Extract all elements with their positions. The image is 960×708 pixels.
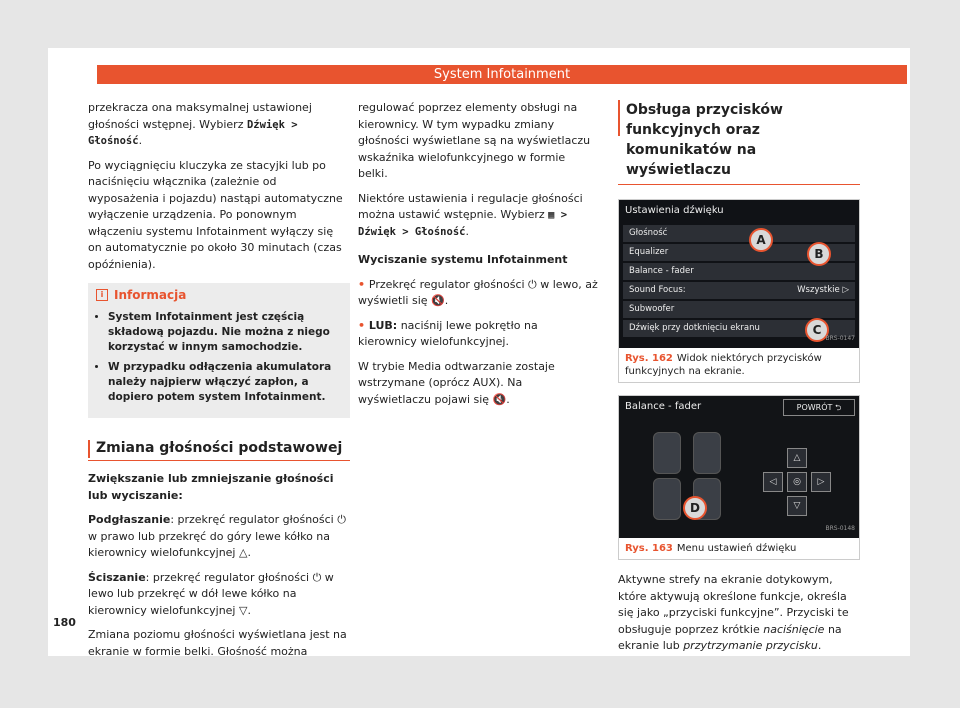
section-heading: Obsługa przycisków funkcyjnych oraz komunikatów na wyświetlaczu bbox=[618, 100, 860, 185]
manual-page bbox=[48, 48, 910, 656]
info-icon: i bbox=[96, 289, 108, 301]
subheading: Wyciszanie systemu Infotainment bbox=[358, 253, 568, 266]
callout-b: B bbox=[807, 242, 831, 266]
figure-code: BRS-0148 bbox=[825, 524, 855, 532]
paragraph: Niektóre ustawienia i regulacje głośności można ustawić wstępnie. Wybierz ▦ > Dźwięk > Głośność. bbox=[358, 191, 583, 238]
bullet-item: • LUB: naciśnij lewe pokrętło na kierownicy wielofunkcyjnej. bbox=[358, 318, 538, 348]
page-number: 180 bbox=[53, 616, 76, 629]
section-heading: Zmiana głośności podstawowej bbox=[88, 440, 350, 462]
right-arrow-icon: ▷ bbox=[811, 472, 831, 492]
paragraph: przekracza ona maksymalnej ustawionej głośności wstępnej. Wybierz Dźwięk > Głośność. bbox=[88, 101, 312, 147]
info-item: • System Infotainment jest częścią składową pojazdu. Nie można z niego korzystać w innym samochodzie. bbox=[108, 310, 342, 355]
figure-caption: Rys. 162 Widok niektórych przycisków funkcyjnych na ekranie. bbox=[625, 353, 822, 377]
figure-sound-settings bbox=[618, 199, 860, 383]
column-right bbox=[618, 100, 860, 663]
callout-c: C bbox=[805, 318, 829, 342]
center-icon: ◎ bbox=[787, 472, 807, 492]
screen-title: Ustawienia dźwięku bbox=[625, 205, 724, 216]
paragraph: regulować poprzez elementy obsługi na kierownicy. W tym wypadku zmiany głośności wyświetlane są na wyświetlaczu wskaźnika wielofunkcyjnego w formie belki. bbox=[358, 101, 591, 180]
bullet-icon: • bbox=[358, 277, 369, 291]
screen-row: Equalizer bbox=[623, 244, 855, 261]
info-title: i Informacja bbox=[96, 287, 342, 304]
paragraph: Zmiana poziomu głośności wyświetlana jest na ekranie w formie belki. Głośność można bbox=[88, 628, 347, 658]
paragraph: W trybie Media odtwarzanie zostaje wstrzymane (oprócz AUX). Na wyświetlaczu pojawi się 🔇. bbox=[358, 359, 555, 406]
up-arrow-icon: △ bbox=[787, 448, 807, 468]
seat-icon bbox=[693, 432, 721, 474]
back-button: POWRÓT ⮌ bbox=[783, 399, 855, 416]
seat-icon bbox=[653, 432, 681, 474]
bullet-item: • Przekręć regulator głośności ⏻ w lewo, aż wyświetli się 🔇. bbox=[358, 277, 598, 307]
screen-image bbox=[619, 200, 859, 348]
screen-row: Dźwięk przy dotknięciu ekranu bbox=[623, 320, 855, 337]
figure-caption: Rys. 163 Menu ustawień dźwięku bbox=[625, 543, 797, 554]
info-item: • W przypadku odłączenia akumulatora należy najpierw włączyć zapłon, a dopiero potem system Infotainment. bbox=[108, 360, 342, 405]
figure-code: BRS-0147 bbox=[825, 334, 855, 342]
menu-path: Dźwięk > Głośność bbox=[88, 118, 298, 147]
info-box bbox=[88, 283, 350, 418]
bullet-icon: • bbox=[358, 318, 369, 332]
screen-title: Balance - fader bbox=[625, 401, 702, 412]
screen-row: Balance - fader bbox=[623, 263, 855, 280]
page-header: System Infotainment bbox=[97, 65, 907, 84]
subheading: Zwiększanie lub zmniejszanie głośności lub wyciszanie: bbox=[88, 472, 334, 502]
down-arrow-icon: ▽ bbox=[787, 496, 807, 516]
menu-icon: ▦ > bbox=[548, 209, 568, 221]
screen-image bbox=[619, 396, 859, 538]
callout-a: A bbox=[749, 228, 773, 252]
seat-icon bbox=[653, 478, 681, 520]
menu-path: Dźwięk > Głośność bbox=[358, 225, 466, 238]
paragraph: Ściszanie: przekręć regulator głośności ⏻ w lewo lub przekręć w dół lewe kółko na kierownicy wielofunkcyjnej ▽. bbox=[88, 570, 334, 617]
screen-row: Głośność bbox=[623, 225, 855, 242]
figure-balance-fader bbox=[618, 395, 860, 560]
screen-row: Subwoofer bbox=[623, 301, 855, 318]
paragraph: Po wyciągnięciu kluczyka ze stacyjki lub po naciśnięciu włącznika (zależnie od wyposażenia i pojazdu) nastąpi automatyczne wyłączenie urządzenia. Po ponownym włączeniu systemu Infotainment wyłączy się on automatycznie po około 30 minutach (czas opóźnienia). bbox=[88, 158, 343, 271]
paragraph: Aktywne strefy na ekranie dotykowym, które aktywują określone funkcje, określa się jako „przyciski funkcyjne”. Przyciski te obsługuje poprzez krótkie naciśnięcie na ekranie lub przytrzymanie przycisku. bbox=[618, 573, 849, 652]
column-middle bbox=[358, 100, 598, 416]
paragraph: Podgłaszanie: przekręć regulator głośności ⏻ w prawo lub przekręć do góry lewe kółko na kierownicy wielofunkcyjnej △. bbox=[88, 513, 346, 559]
left-arrow-icon: ◁ bbox=[763, 472, 783, 492]
column-left bbox=[88, 100, 350, 668]
callout-d: D bbox=[683, 496, 707, 520]
screen-row: Sound Focus: Wszystkie ▷ bbox=[623, 282, 855, 299]
